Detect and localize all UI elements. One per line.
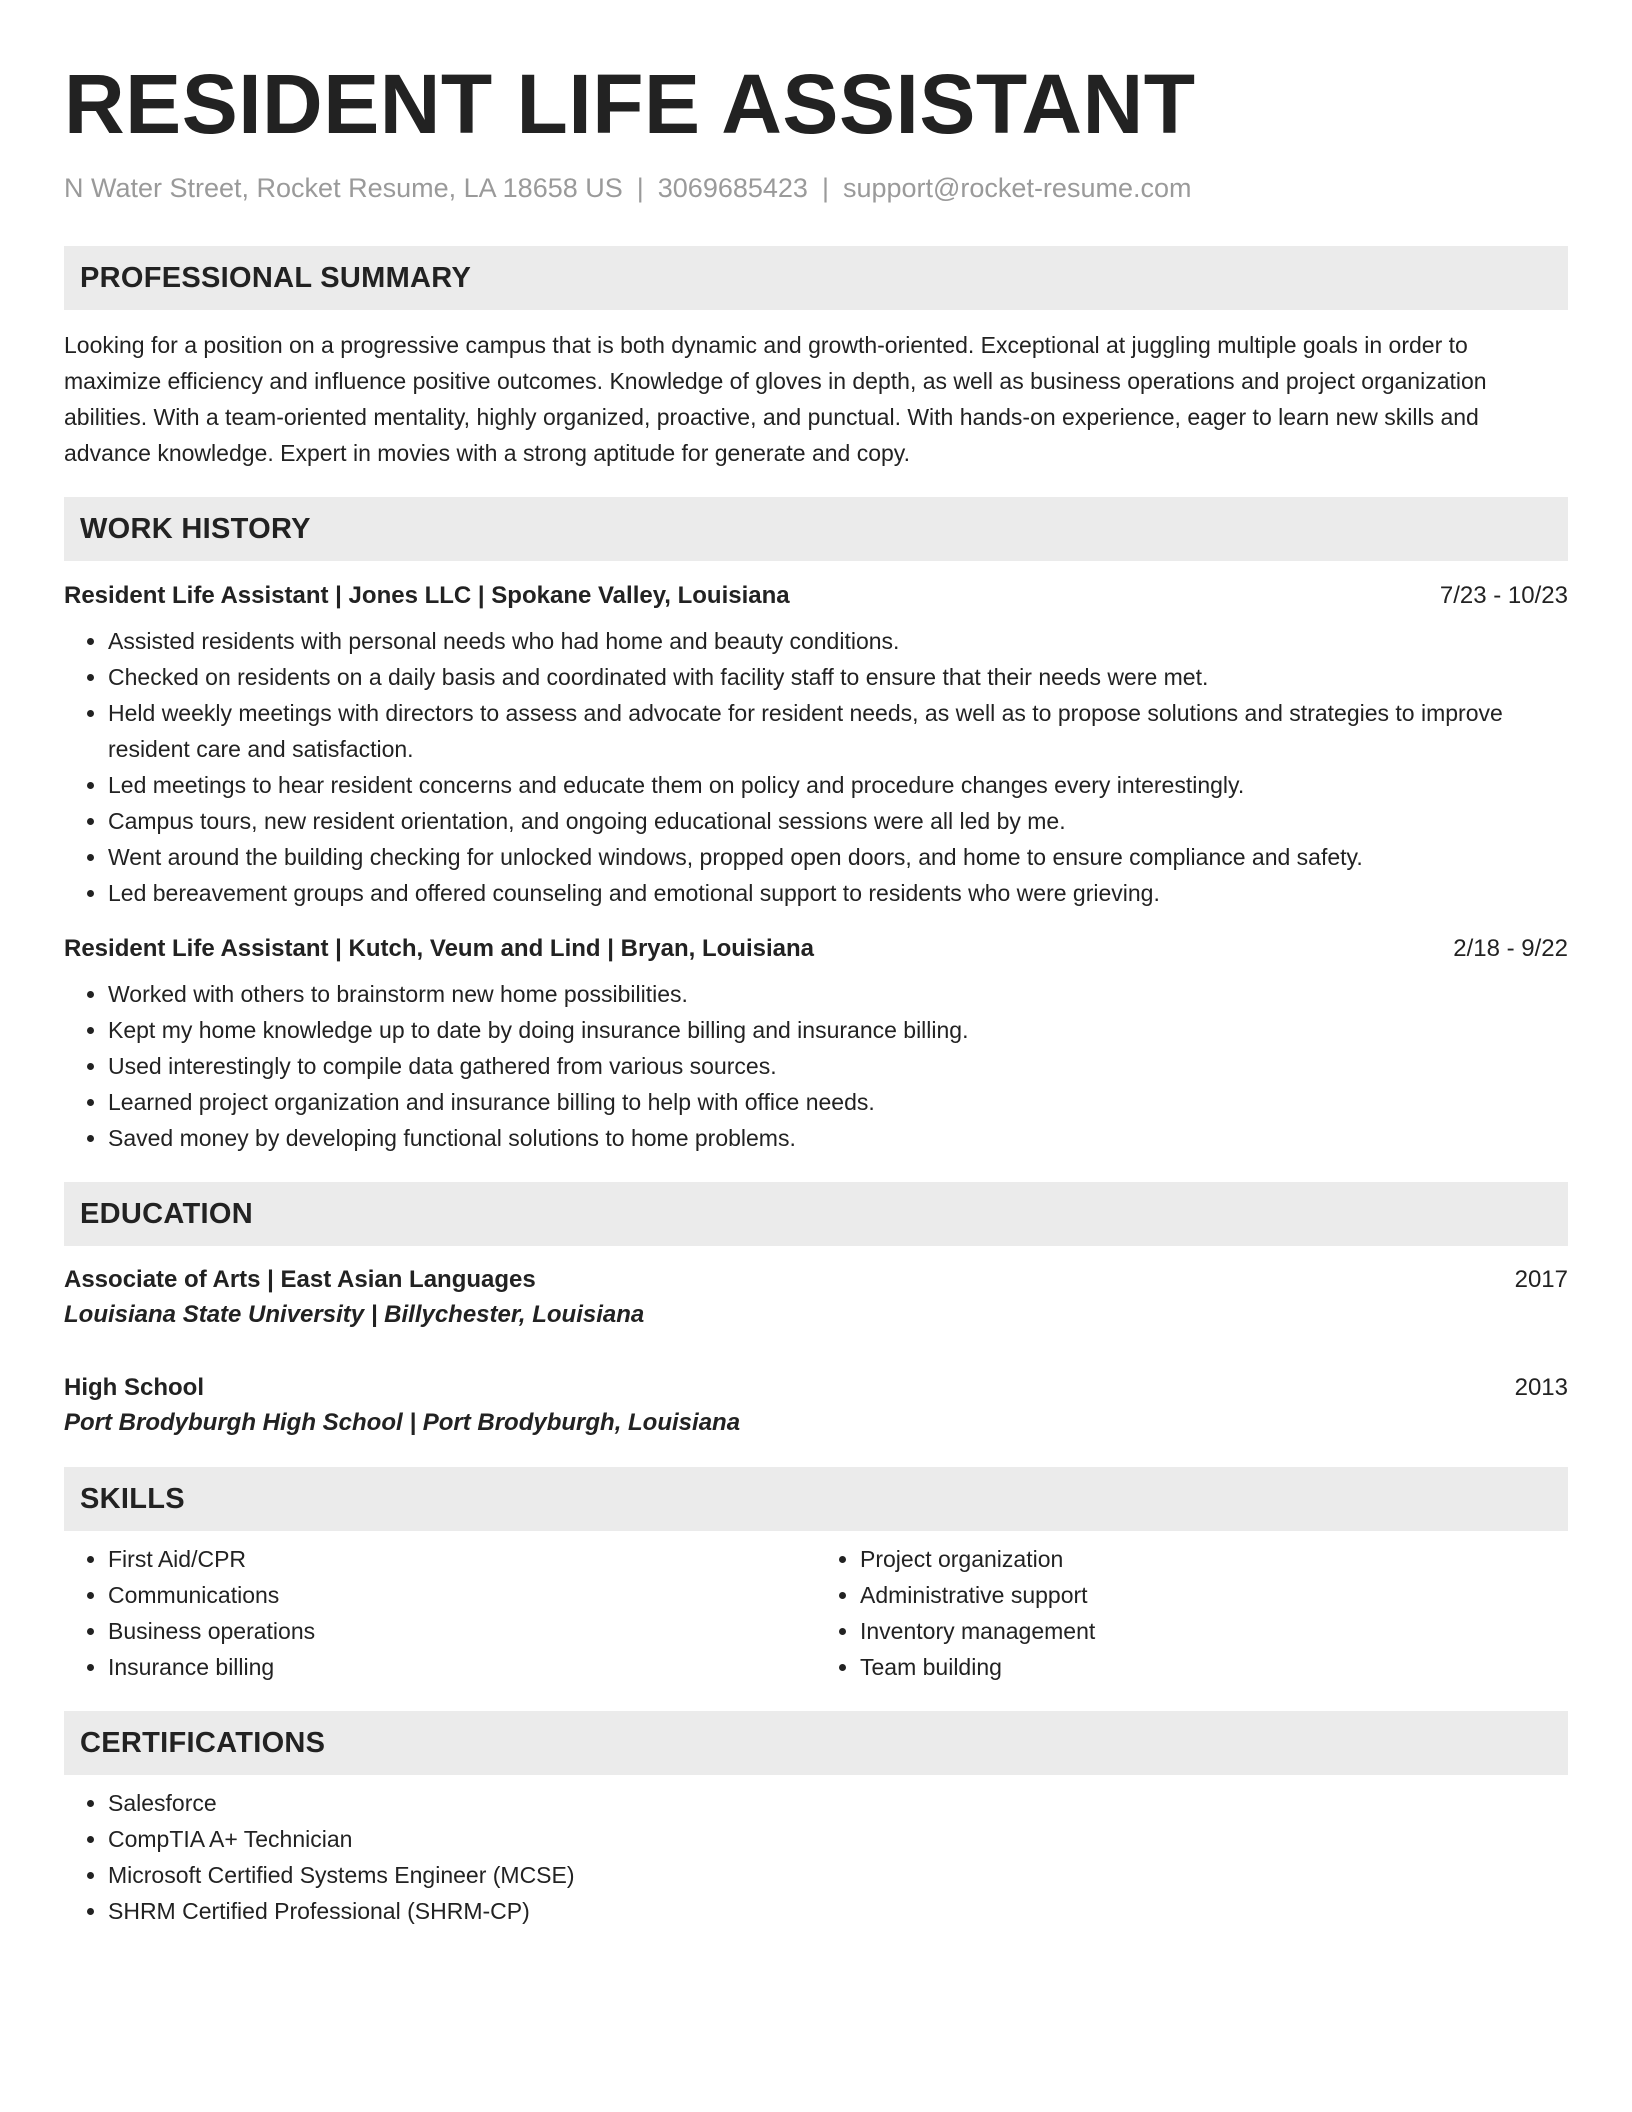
certification-item: • Microsoft Certified Systems Engineer (MCSE) <box>108 1857 1568 1893</box>
certification-item: • Salesforce <box>108 1785 1568 1821</box>
skills-list-right <box>816 1541 1568 1685</box>
education-header <box>64 1263 1568 1297</box>
section-header-education: EDUCATION <box>64 1182 1568 1246</box>
skill-item: • Administrative support <box>860 1577 1568 1613</box>
job-bullet: • Campus tours, new resident orientation, and ongoing educational sessions were all led by me. <box>108 803 1568 839</box>
skill-item: • Communications <box>108 1577 816 1613</box>
job-bullet: • Kept my home knowledge up to date by doing insurance billing and insurance billing. <box>108 1012 1568 1048</box>
section-header-skills: SKILLS <box>64 1467 1568 1531</box>
skill-item: • Business operations <box>108 1613 816 1649</box>
job-dates: 7/23 - 10/23 <box>1439 582 1568 609</box>
job-bullet: • Checked on residents on a daily basis and coordinated with facility staff to ensure that their needs were met. <box>108 659 1568 695</box>
summary-text: Looking for a position on a progressive campus that is both dynamic and growth-oriented. Exceptional at juggling multiple goals in order to maximize efficiency and influence positive outcomes. Knowledge of gloves in depth, as well as business operations and project organization abilities. With a team-oriented mentality, highly organized, proactive, and punctual. With hands-on experience, eager to learn new skills and advance knowledge. Expert in movies with a strong aptitude for generate and copy. <box>64 332 1487 466</box>
skill-item: • Team building <box>860 1649 1568 1685</box>
job-bullet: • Learned project organization and insurance billing to help with office needs. <box>108 1084 1568 1120</box>
education-degree: High School <box>64 1374 204 1401</box>
job-entry <box>64 579 1568 911</box>
certification-item: • SHRM Certified Professional (SHRM-CP) <box>108 1893 1568 1929</box>
job-bullet: • Led meetings to hear resident concerns and educate them on policy and procedure changes every interestingly. <box>108 767 1568 803</box>
job-entry <box>64 932 1568 1156</box>
education-degree: Associate of Arts | East Asian Languages <box>64 1266 536 1293</box>
job-bullet: • Used interestingly to compile data gathered from various sources. <box>108 1048 1568 1084</box>
job-bullet-list <box>64 623 1568 911</box>
contact-separator: | <box>821 173 829 203</box>
education-header <box>64 1371 1568 1405</box>
contact-address: N Water Street, Rocket Resume, LA 18658 US <box>64 173 623 203</box>
job-title: Resident Life Assistant | Kutch, Veum and Lind | Bryan, Louisiana <box>64 935 814 962</box>
job-bullet: • Worked with others to brainstorm new home possibilities. <box>108 976 1568 1012</box>
job-bullet: • Assisted residents with personal needs who had home and beauty conditions. <box>108 623 1568 659</box>
job-bullet: • Held weekly meetings with directors to assess and advocate for resident needs, as well as to propose solutions and strategies to improve resident care and satisfaction. <box>108 695 1568 767</box>
candidate-name: RESIDENT LIFE ASSISTANT <box>64 57 1196 151</box>
skill-item: • Project organization <box>860 1541 1568 1577</box>
contact-separator: | <box>636 173 644 203</box>
job-header <box>64 932 1568 966</box>
education-entry <box>64 1371 1568 1441</box>
job-dates: 2/18 - 9/22 <box>1453 935 1568 962</box>
job-bullet: • Led bereavement groups and offered counseling and emotional support to residents who were grieving. <box>108 875 1568 911</box>
education-entry <box>64 1263 1568 1333</box>
job-header <box>64 579 1568 613</box>
skill-item: • First Aid/CPR <box>108 1541 816 1577</box>
education-school: Louisiana State University | Billychester, Louisiana <box>64 1301 645 1328</box>
section-header-summary: PROFESSIONAL SUMMARY <box>64 246 1568 310</box>
education-year: 2017 <box>1514 1266 1568 1293</box>
skills-list-left <box>64 1541 816 1685</box>
skill-item: • Insurance billing <box>108 1649 816 1685</box>
job-bullet-list <box>64 976 1568 1156</box>
job-title: Resident Life Assistant | Jones LLC | Spokane Valley, Louisiana <box>64 582 790 609</box>
education-year: 2013 <box>1514 1374 1568 1401</box>
education-school: Port Brodyburgh High School | Port Brodyburgh, Louisiana <box>64 1409 741 1436</box>
contact-line <box>64 170 1568 206</box>
section-header-work-history: WORK HISTORY <box>64 497 1568 561</box>
certifications-list <box>64 1785 1568 1929</box>
skills-columns <box>64 1541 1568 1685</box>
contact-email: support@rocket-resume.com <box>842 173 1192 203</box>
skill-item: • Inventory management <box>860 1613 1568 1649</box>
job-bullet: • Went around the building checking for unlocked windows, propped open doors, and home to ensure compliance and safety. <box>108 839 1568 875</box>
job-bullet: • Saved money by developing functional solutions to home problems. <box>108 1120 1568 1156</box>
section-header-certifications: CERTIFICATIONS <box>64 1711 1568 1775</box>
certification-item: • CompTIA A+ Technician <box>108 1821 1568 1857</box>
contact-phone: 3069685423 <box>657 173 808 203</box>
